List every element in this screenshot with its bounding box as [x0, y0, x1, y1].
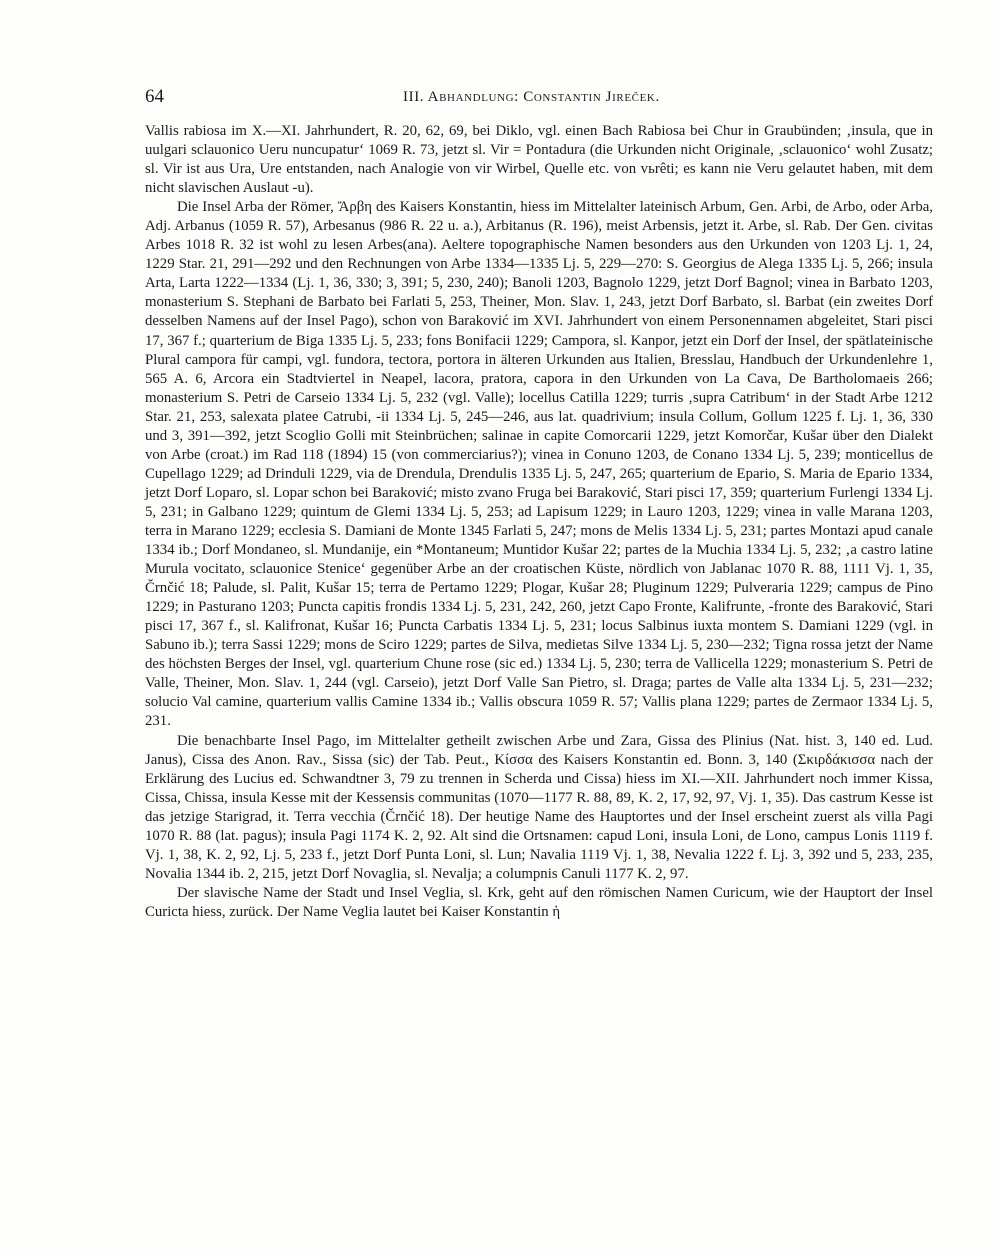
paragraph-vallis-rabiosa: Vallis rabiosa im X.—XI. Jahrhundert, R. 20, 62, 69, bei Diklo, vgl. einen Bach Rabiosa bei Chur in Graubünden; ‚insula, que in uulgari sclauonico Ueru nuncupatur‘ 1069 R. 73, jetzt sl. Vir = Pontadura (die Urkunden nicht Originale, ‚sclauonico‘ wohl Zusatz; sl. Vir ist aus Ura, Ure entstanden, nach Analogie von vir Wirbel, Quelle etc. von vьrêti; es kann nie Veru gelautet haben, mit dem nicht slavischen Auslaut -u). — [145, 123, 933, 197]
paragraph-veglia: Der slavische Name der Stadt und Insel Veglia, sl. Krk, geht auf den römischen Namen Curicum, wie der Hauptort der Insel Curicta hiess, zurück. Der Name Veglia lautet bei Kaiser Konstantin ἡ — [145, 884, 933, 920]
paragraph-insel-arba: Die Insel Arba der Römer, Ἄρβη des Kaisers Konstantin, hiess im Mittelalter lateinisch Arbum, Gen. Arbi, de Arbo, oder Arba, Adj. Arbanus (1059 R. 57), Arbesanus (986 R. 22 u. a.), Arbitanus (R. 196), meist Arbensis, jetzt it. Arbe, sl. Rab. Der Gen. civitas Arbes 1018 R. 32 ist wohl zu lesen Arbes(ana). Aeltere topographische Namen besonders aus den Urkunden von 1203 Lj. 1, 24, 1229 Star. 21, 291—292 und den Rechnungen von Arbe 1334—1335 Lj. 5, 229—270: S. Georgius de Alega 1335 Lj. 5, 266; insula Arta, Larta 1222—1334 (Lj. 1, 36, 330; 3, 391; 5, 230, 240); Banoli 1203, Bagnolo 1229, jetzt Dorf Bagnol; vinea in Barbato 1203, monasterium S. Stephani de Barbato bei Farlati 5, 253, Theiner, Mon. Slav. 1, 243, jetzt Dorf Barbato, sl. Barbat (ein zweites Dorf desselben Namens auf der Insel Pago), schon von Baraković im XVI. Jahrhundert von einem Personennamen abgeleitet, Stari pisci 17, 367 f.; quarterium de Biga 1335 Lj. 5, 233; fons Bonifacii 1229; Campora, sl. Kanpor, jetzt ein Dorf der Insel, der spätlateinische Plural campora für campi, vgl. fundora, tectora, portora in älteren Urkunden aus Italien, Bresslau, Handbuch der Urkundenlehre 1, 565 A. 6, Arcora ein Stadtviertel in Neapel, lacora, pratora, capora in den Urkunden von La Cava, De Bartholomaeis 266; monasterium S. Petri de Carseio 1334 Lj. 5, 232 (vgl. Valle); locellus Catilla 1229; turris ‚supra Catribum‘ in der Stadt Arbe 1212 Star. 21, 253, salexata platee Catrubi, -ii 1334 Lj. 5, 245—246, aus lat. quadrivium; insula Collum, Gollum 1225 f. Lj. 1, 36, 330 und 3, 391—392, jetzt Scoglio Golli mit Steinbrüchen; salinae in capite Comorcarii 1229, jetzt Komorčar, Kušar über den Dialekt von Arbe (croat.) im Rad 118 (1894) 15 (von commerciarius?); vinea in Conuno 1203, de Conano 1334 Lj. 5, 239; monticellus de Cupellago 1229; ad Drinduli 1229, via de Drendula, Drendulis 1335 Lj. 5, 247, 265; quarterium de Epario, S. Maria de Epario 1334, jetzt Dorf Loparo, sl. Lopar schon bei Baraković; misto zvano Fruga bei Baraković, Stari pisci 17, 359; quarterium Furlengi 1334 Lj. 5, 231; in Galbano 1229; quintum de Glemi 1334 Lj. 5, 253; ad Lapisum 1229; in Lauro 1203, 1229; vinea in valle Marana 1203, terra in Marano 1229; ecclesia S. Damiani de Monte 1345 Farlati 5, 247; mons de Melis 1334 Lj. 5, 231; partes Montazi apud canale 1334 ib.; Dorf Mondaneo, sl. Mundanije, ein *Montaneum; Muntidor Kušar 22; partes de la Muchia 1334 Lj. 5, 232; ‚a castro latine Murula vocitato, sclauonice Stenice‘ gegenüber Arbe an der croatischen Küste, nördlich von Jablanac 1070 R. 88, 1111 Vj. 1, 35, Črnčić 18; Palude, sl. Palit, Kušar 15; terra de Pertamo 1229; Plogar, Kušar 28; Pluginum 1229; Pulveraria 1229; campus de Pino 1229; in Pasturano 1203; Puncta capitis frondis 1334 Lj. 5, 231, 242, 260, jetzt Capo Fronte, Kalifrunte, -fronte des Baraković, Stari pisci 17, 367 f., sl. Kalifronat, Kušar 16; Puncta Carbatis 1334 Lj. 5, 231; locus Salbinus iuxta montem S. Damiani 1229 (vgl. in Sabuno ib.); terra Sassi 1229; mons de Sciro 1229; partes de Silva, medietas Silve 1334 Lj. 5, 230—232; Tigna rossa jetzt der Name des höchsten Berges der Insel, vgl. quarterium Chune rose (sic ed.) 1334 Lj. 5, 230; terra de Vallicella 1229; monasterium S. Petri de Valle, Theiner, Mon. Slav. 1, 244 (vgl. Carseio), jetzt Dorf Valle San Pietro, sl. Draga; partes de Valle alta 1334 Lj. 5, 231—232; solucio Val camine, quarterium vallis Camine 1334 ib.; Vallis obscura 1059 R. 57; Vallis plana 1229; partes de Zermaor 1334 Lj. 5, 231. — [145, 199, 933, 730]
page-number: 64 — [145, 86, 164, 107]
body-text — [145, 122, 933, 922]
running-head-title: III. Abhandlung: Constantin Jireček. — [403, 89, 660, 105]
running-head — [145, 86, 935, 110]
paragraph-insel-pago: Die benachbarte Insel Pago, im Mittelalter getheilt zwischen Arbe und Zara, Gissa des Plinius (Nat. hist. 3, 140 ed. Lud. Janus), Cissa des Anon. Rav., Sissa (sic) der Tab. Peut., Κίσσα des Kaisers Konstantin ed. Bonn. 3, 140 (Σκιρδάκισσα nach der Erklärung des Lucius ed. Schwandtner 3, 79 zu trennen in Scherda und Cissa) hiess im XI.—XII. Jahrhundert noch immer Kissa, Cissa, Chissa, insula Kesse mit der Kessensis communitas (1070—1177 R. 88, 89, K. 2, 17, 92, 97, Vj. 1, 35). Das castrum Kesse ist das jetzige Starigrad, it. Terra vecchia (Črnčić 18). Der heutige Name des Hauptortes und der Insel erscheint zuerst als villa Pagi 1070 R. 88 (lat. pagus); insula Pagi 1174 K. 2, 92. Alt sind die Ortsnamen: capud Loni, insula Loni, de Lono, campus Lonis 1119 f. Vj. 1, 38, K. 2, 92, Lj. 5, 233 f., jetzt Dorf Punta Loni, sl. Lun; Navalia 1119 Vj. 1, 38, Nevalia 1222 f. Lj. 3, 392 und 5, 233, 235, Novalia 1344 ib. 2, 215, jetzt Dorf Novaglia, sl. Nevalja; a columpnis Canuli 1177 K. 2, 97. — [145, 732, 933, 882]
